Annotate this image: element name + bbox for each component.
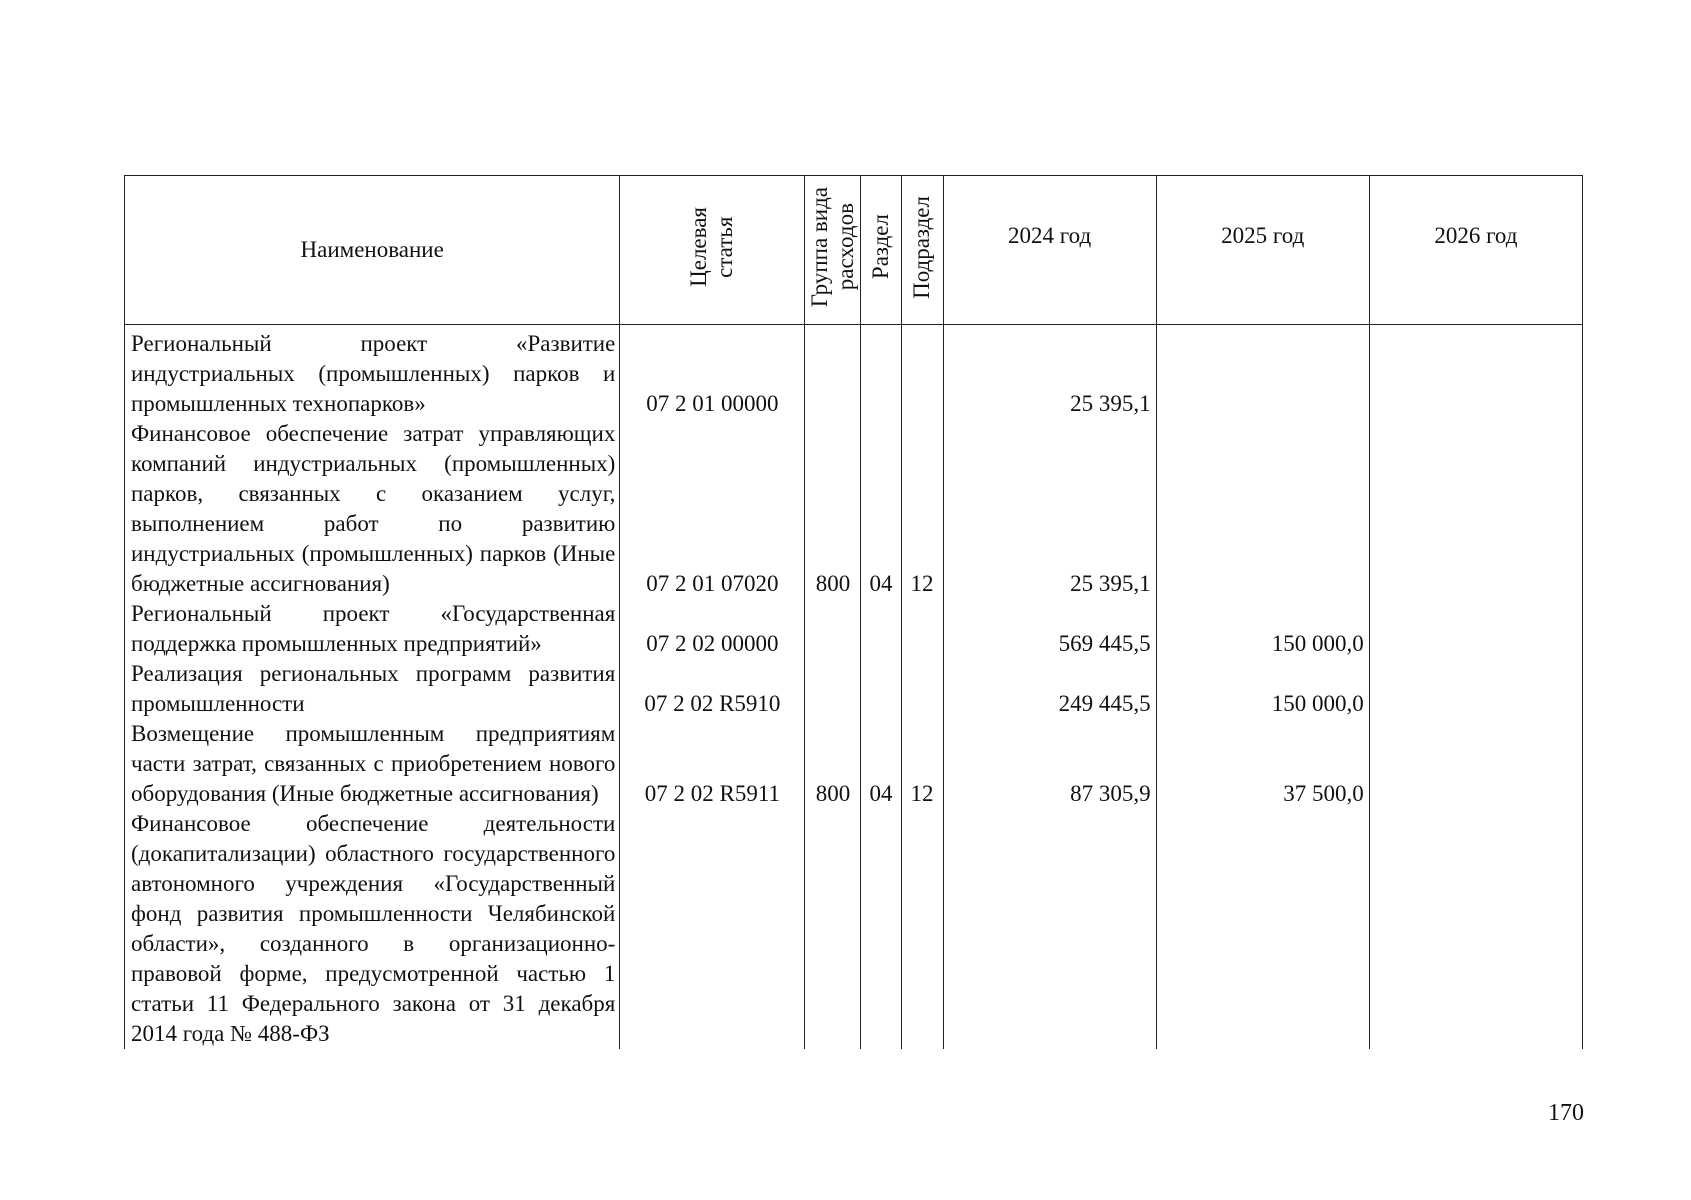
table-header-row <box>125 176 1583 325</box>
row-2024: 249 445,5 <box>943 659 1156 719</box>
row-name: Возмещение промышленным предприятиям части затрат, связанных с приобретением нового оборудования (Иные бюджетные ассигнования) <box>125 719 620 809</box>
header-section: Раздел <box>861 176 901 325</box>
row-code: 07 2 02 R5911 <box>620 719 805 809</box>
row-subsection: 12 <box>901 419 943 599</box>
row-2024 <box>943 809 1156 1049</box>
header-group: Группа вида расходов <box>805 176 861 325</box>
table-row <box>125 599 1583 659</box>
row-name: Реализация региональных программ развития промышленности <box>125 659 620 719</box>
header-name: Наименование <box>125 176 620 325</box>
table-row <box>125 325 1583 420</box>
row-2026 <box>1369 659 1582 719</box>
row-code <box>620 809 805 1049</box>
row-group <box>805 809 861 1049</box>
row-2025 <box>1156 419 1369 599</box>
row-code: 07 2 02 00000 <box>620 599 805 659</box>
row-section <box>861 659 901 719</box>
row-group <box>805 325 861 420</box>
row-group <box>805 659 861 719</box>
row-code: 07 2 01 00000 <box>620 325 805 420</box>
row-section <box>861 599 901 659</box>
row-2025: 37 500,0 <box>1156 719 1369 809</box>
row-name: Региональный проект «Государственная поддержка промышленных предприятий» <box>125 599 620 659</box>
row-section: 04 <box>861 719 901 809</box>
row-section <box>861 325 901 420</box>
row-section <box>861 809 901 1049</box>
table-row <box>125 809 1583 1049</box>
row-2025 <box>1156 809 1369 1049</box>
table-row <box>125 719 1583 809</box>
row-2026 <box>1369 325 1582 420</box>
row-subsection <box>901 325 943 420</box>
header-subsection: Подраздел <box>901 176 943 325</box>
row-group: 800 <box>805 419 861 599</box>
row-2025 <box>1156 325 1369 420</box>
row-subsection: 12 <box>901 719 943 809</box>
row-subsection <box>901 659 943 719</box>
row-2026 <box>1369 419 1582 599</box>
row-2024: 25 395,1 <box>943 419 1156 599</box>
header-code: Целевая статья <box>620 176 805 325</box>
row-2024: 87 305,9 <box>943 719 1156 809</box>
row-name: Региональный проект «Развитие индустриальных (промышленных) парков и промышленных технопарков» <box>125 325 620 420</box>
row-2024: 25 395,1 <box>943 325 1156 420</box>
page-number: 170 <box>1548 1100 1584 1126</box>
table-row <box>125 419 1583 599</box>
table-row <box>125 659 1583 719</box>
budget-table <box>124 175 1583 1049</box>
row-subsection <box>901 599 943 659</box>
row-2026 <box>1369 599 1582 659</box>
row-section: 04 <box>861 419 901 599</box>
row-name: Финансовое обеспечение деятельности (докапитализации) областного государственного автономного учреждения «Государственный фонд развития промышленности Челябинской области», созданного в организационно-правовой форме, предусмотренной частью 1 статьи 11 Федерального закона от 31 декабря 2014 года № 488-ФЗ <box>125 809 620 1049</box>
row-2025: 150 000,0 <box>1156 599 1369 659</box>
header-2024: 2024 год <box>943 176 1156 325</box>
row-code: 07 2 01 07020 <box>620 419 805 599</box>
row-name: Финансовое обеспечение затрат управляющих компаний индустриальных (промышленных) парков, связанных с оказанием услуг, выполнением работ по развитию индустриальных (промышленных) парков (Иные бюджетные ассигнования) <box>125 419 620 599</box>
row-code: 07 2 02 R5910 <box>620 659 805 719</box>
row-subsection <box>901 809 943 1049</box>
row-2024: 569 445,5 <box>943 599 1156 659</box>
row-group: 800 <box>805 719 861 809</box>
row-2026 <box>1369 719 1582 809</box>
row-group <box>805 599 861 659</box>
header-2025: 2025 год <box>1156 176 1369 325</box>
row-2025: 150 000,0 <box>1156 659 1369 719</box>
row-2026 <box>1369 809 1582 1049</box>
header-2026: 2026 год <box>1369 176 1582 325</box>
